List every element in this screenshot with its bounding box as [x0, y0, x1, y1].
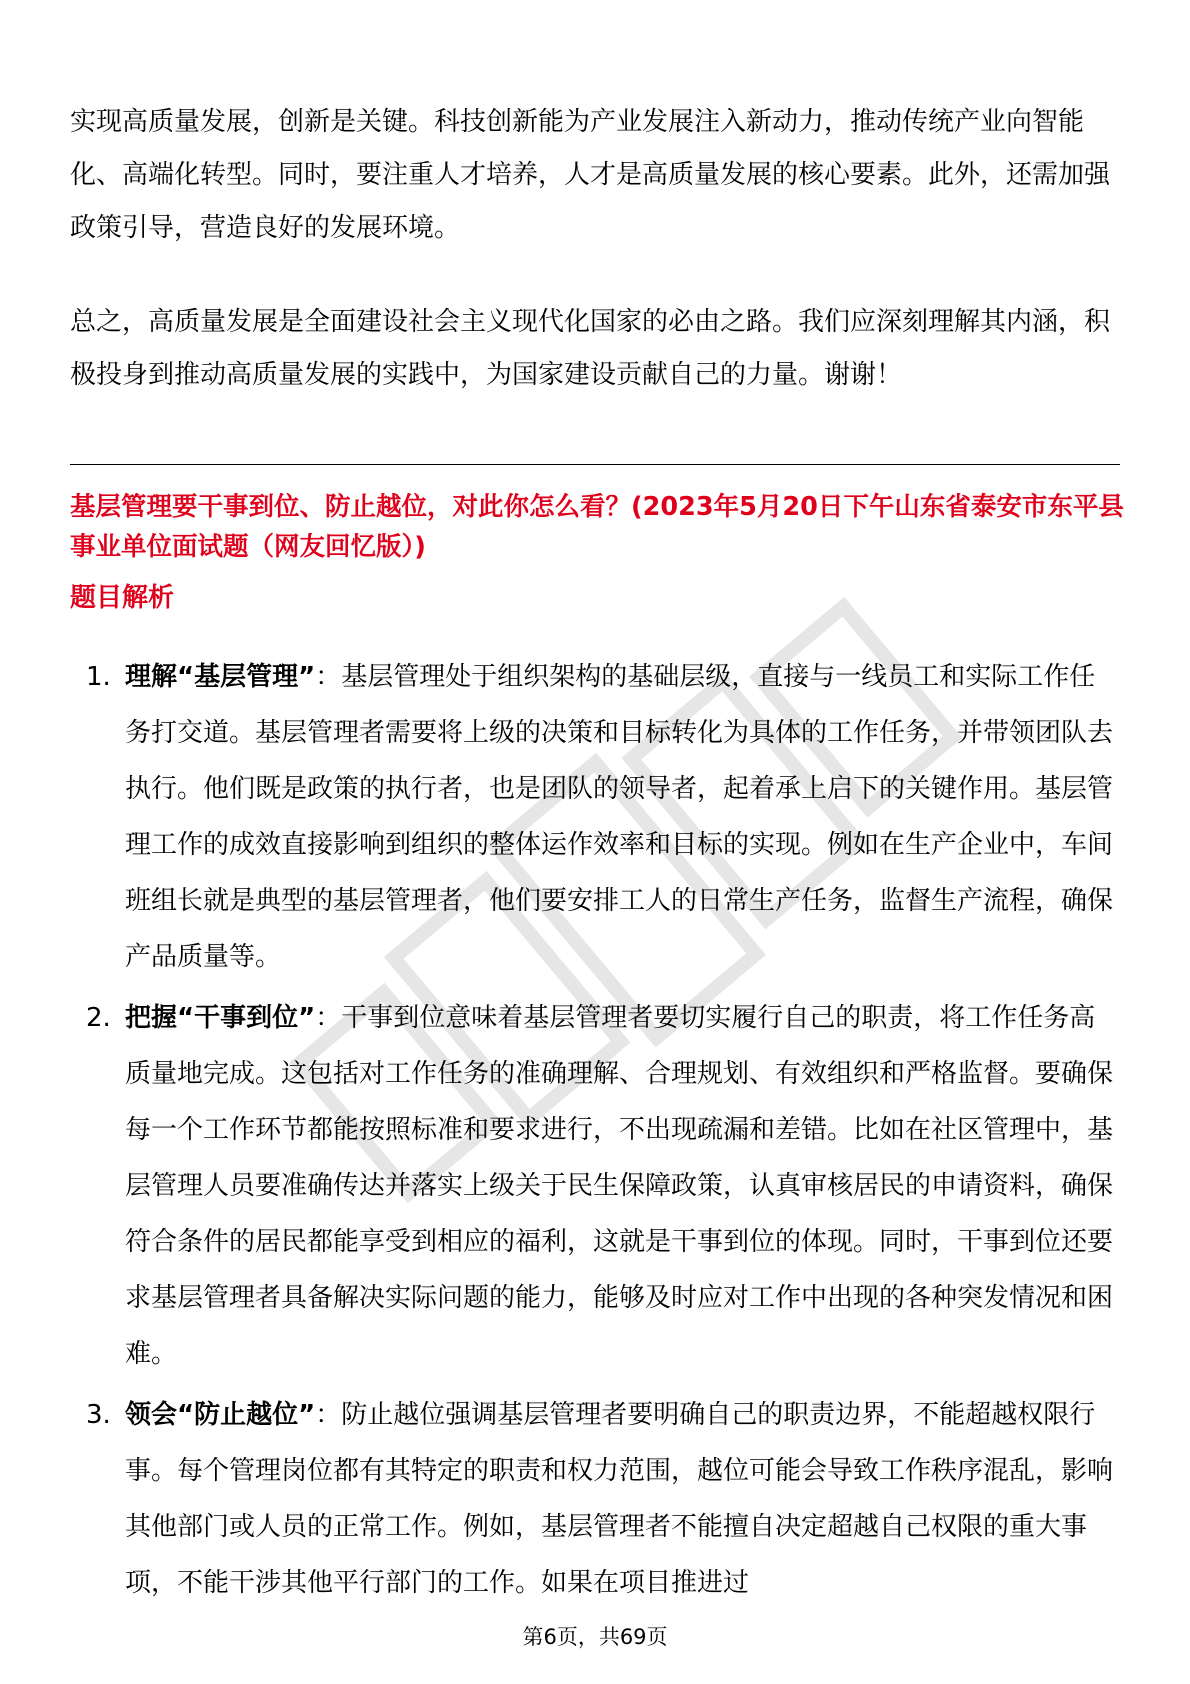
list-item	[0, 990, 1190, 1382]
list-item-body	[125, 649, 1115, 985]
list-item-text: ：防止越位强调基层管理者要明确自己的职责边界，不能超越权限行事。每个管理岗位都有其特定的职责和权力范围，越位可能会导致工作秩序混乱，影响其他部门或人员的正常工作。例如，基层管理者不能擅自决定超越自己权限的重大事项，不能干涉其他平行部门的工作。如果在项目推进过	[125, 1400, 1114, 1598]
list-number: 3.	[86, 1400, 111, 1430]
analysis-list	[0, 649, 1190, 1616]
list-item-lead: 把握“干事到位”	[125, 1003, 316, 1033]
list-item	[0, 1387, 1190, 1611]
paragraph-conclusion: 总之，高质量发展是全面建设社会主义现代化国家的必由之路。我们应深刻理解其内涵，积极投身到推动高质量发展的实践中，为国家建设贡献自己的力量。谢谢！	[70, 307, 1111, 390]
list-number: 2.	[86, 1003, 111, 1033]
question-title: 基层管理要干事到位、防止越位，对此你怎么看？(2023年5月20日下午山东省泰安市东平县事业单位面试题（网友回忆版）)	[70, 492, 1124, 562]
list-item-text: ：基层管理处于组织架构的基础层级，直接与一线员工和实际工作任务打交道。基层管理者需要将上级的决策和目标转化为具体的工作任务，并带领团队去执行。他们既是政策的执行者，也是团队的领导者，起着承上启下的关键作用。基层管理工作的成效直接影响到组织的整体运作效率和目标的实现。例如在生产企业中，车间班组长就是典型的基层管理者，他们要安排工人的日常生产任务，监督生产流程，确保产品质量等。	[125, 662, 1114, 972]
page-number-footer: 第6页，共69页	[522, 1625, 668, 1649]
paragraph-innovation: 实现高质量发展，创新是关键。科技创新能为产业发展注入新动力，推动传统产业向智能化、高端化转型。同时，要注重人才培养，人才是高质量发展的核心要素。此外，还需加强政策引导，营造良好的发展环境。	[70, 107, 1111, 243]
list-item-lead: 理解“基层管理”	[125, 662, 316, 692]
list-item-text: ：干事到位意味着基层管理者要切实履行自己的职责，将工作任务高质量地完成。这包括对工作任务的准确理解、合理规划、有效组织和严格监督。要确保每一个工作环节都能按照标准和要求进行，不出现疏漏和差错。比如在社区管理中，基层管理人员要准确传达并落实上级关于民生保障政策，认真审核居民的申请资料，确保符合条件的居民都能享受到相应的福利，这就是干事到位的体现。同时，干事到位还要求基层管理者具备解决实际问题的能力，能够及时应对工作中出现的各种突发情况和困难。	[125, 1003, 1114, 1369]
list-item-lead: 领会“防止越位”	[125, 1400, 316, 1430]
list-item-body	[125, 1387, 1115, 1611]
analysis-heading: 题目解析	[70, 583, 175, 613]
section-divider	[70, 464, 1120, 465]
list-item	[0, 649, 1190, 985]
list-item-body	[125, 990, 1115, 1382]
list-number: 1.	[86, 662, 111, 692]
